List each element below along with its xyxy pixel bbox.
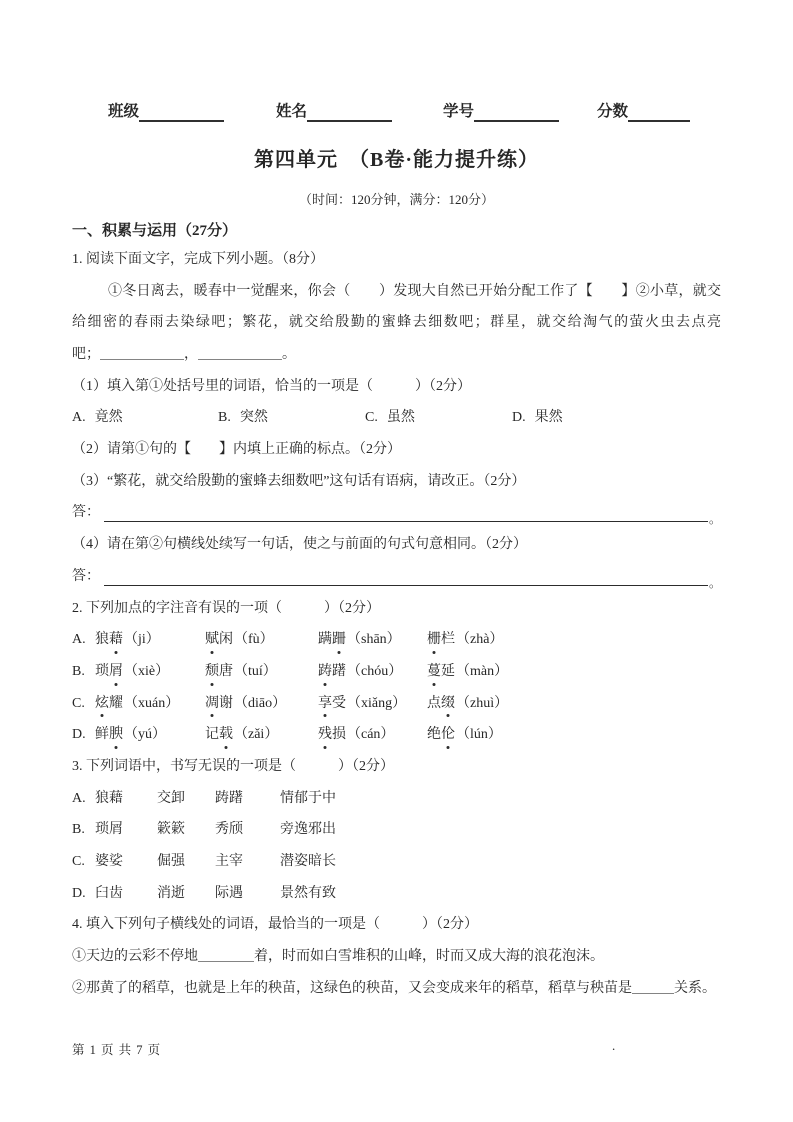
- pinyin: （fù）: [234, 632, 274, 648]
- word: 情郁于中: [280, 790, 336, 806]
- word-pinyin-cell: [318, 624, 427, 656]
- word: 潜姿暗长: [280, 854, 336, 870]
- pinyin: （tuí）: [234, 663, 277, 679]
- q1-stem: 1. 阅读下面文字，完成下列小题。（8分）: [72, 252, 324, 267]
- word: 臼齿: [95, 885, 123, 901]
- class-blank: [139, 104, 224, 122]
- answer-label: 答：: [72, 568, 100, 584]
- word-part: 记: [205, 727, 219, 743]
- q1-sub1-stem: （1）填入第①处括号里的词语，恰当的一项是（ ）（2分）: [72, 378, 471, 394]
- pinyin: （xiǎng）: [347, 695, 407, 711]
- q1-sub4-stem: （4）请在第②句横线处续写一句话，使之与前面的句式句意相同。（2分）: [72, 537, 527, 553]
- pinyin: （xuán）: [124, 695, 180, 711]
- paper-title: 第四单元 （B卷·能力提升练）: [253, 149, 539, 171]
- option-c-label: C.: [365, 410, 378, 426]
- stray-dot-mark: .: [612, 1038, 616, 1053]
- emphasized-char: 藉: [109, 624, 123, 656]
- pinyin: （shān）: [347, 632, 401, 648]
- word-pinyin-cell: [95, 688, 205, 720]
- word-pinyin-cell: [318, 688, 427, 720]
- pinyin: （diāo）: [234, 695, 287, 711]
- option-d-label: D.: [512, 410, 526, 426]
- word: 景然有致: [280, 885, 336, 901]
- student-id-blank: [474, 104, 559, 122]
- emphasized-char: 残: [318, 719, 332, 751]
- option-b-label: B.: [72, 663, 85, 679]
- option-a-label: A.: [72, 790, 86, 806]
- emphasized-char: 享: [318, 688, 332, 720]
- word: 婆娑: [95, 854, 123, 870]
- q2-option-row-b: [72, 656, 721, 688]
- option-a-label: A.: [72, 632, 86, 648]
- q2-option-row-c: [72, 688, 721, 720]
- word: 主宰: [215, 854, 243, 870]
- emphasized-char: 蔓: [427, 656, 441, 688]
- word-pinyin-cell: [427, 656, 721, 688]
- word-part: 鲜: [95, 727, 109, 743]
- word: 旁逸邪出: [280, 822, 336, 838]
- emphasized-char: 赋: [205, 624, 219, 656]
- answer-rule: [104, 521, 708, 522]
- option-d: [512, 402, 721, 434]
- q3-option-row-b: [72, 814, 721, 846]
- answer-period: 。: [708, 512, 721, 527]
- option-b-text: 突然: [239, 410, 268, 426]
- q1-sub1-options-row: [72, 402, 721, 434]
- q4-sentence-2: ②那黄了的稻草，也就是上年的秧苗，这绿色的秧苗，又会变成来年的稻草，稻草与秧苗是＿＿＿关系。: [72, 980, 716, 996]
- answer-period: 。: [708, 575, 721, 590]
- q4-stem: 4. 填入下列句子横线处的词语，最恰当的一项是（ ）（2分）: [72, 917, 478, 933]
- option-d-label: D.: [72, 727, 86, 743]
- section-heading: 一、积累与运用（27分）: [72, 223, 238, 239]
- word-pinyin-cell: [318, 656, 427, 688]
- word-part: 损: [332, 727, 346, 743]
- option-b-label: B.: [72, 822, 85, 838]
- word: 琐屑: [95, 822, 123, 838]
- q2-option-row-a: [72, 624, 721, 656]
- word-part: 蹒: [318, 632, 332, 648]
- word-pinyin-cell: [95, 719, 205, 751]
- q3-option-row-d: [72, 878, 721, 910]
- word-pinyin-cell: [427, 719, 721, 751]
- word: 交卸: [157, 790, 185, 806]
- word: 踌躇: [215, 790, 243, 806]
- q2-option-row-d: [72, 719, 721, 751]
- option-d-label: D.: [72, 885, 86, 901]
- word: 消逝: [157, 885, 185, 901]
- word-part: 躇: [332, 663, 346, 679]
- word-pinyin-cell: [95, 624, 205, 656]
- q3-option-row-c: [72, 846, 721, 878]
- name-field: [276, 102, 392, 122]
- word-pinyin-cell: [205, 688, 318, 720]
- option-b: [218, 402, 365, 434]
- word-part: 唐: [219, 663, 233, 679]
- pinyin: （zǎi）: [234, 727, 279, 743]
- pinyin: （màn）: [456, 663, 509, 679]
- word-part: 绝: [427, 727, 441, 743]
- name-label: 姓名: [276, 103, 308, 120]
- option-d-text: 果然: [534, 410, 563, 426]
- q1-sub3-answer-line: [72, 498, 721, 530]
- emphasized-char: 缀: [441, 688, 455, 720]
- score-field: [597, 102, 690, 122]
- word-pinyin-cell: [427, 624, 721, 656]
- word-part: 栏: [441, 632, 455, 648]
- paper-subtitle: （时间：120分钟，满分：120分）: [298, 192, 494, 207]
- option-a-label: A.: [72, 410, 86, 426]
- word-part: 闲: [219, 632, 233, 648]
- emphasized-char: 栅: [427, 624, 441, 656]
- word: 秀颀: [215, 822, 243, 838]
- emphasized-char: 腴: [109, 719, 123, 751]
- word-part: 狼: [95, 632, 109, 648]
- student-id-field: [443, 102, 559, 122]
- q2-stem: 2. 下列加点的字注音有误的一项（ ）（2分）: [72, 600, 380, 616]
- emphasized-char: 伦: [441, 719, 455, 751]
- q3-stem: 3. 下列词语中，书写无误的一项是（ ）（2分）: [72, 759, 394, 774]
- option-a: [72, 402, 218, 434]
- word-pinyin-cell: [427, 688, 721, 720]
- emphasized-char: 载: [219, 719, 233, 751]
- pinyin: （cán）: [347, 727, 395, 743]
- q3-option-row-a: [72, 783, 721, 815]
- q1-sub4-answer-line: [72, 561, 721, 593]
- pinyin: （xiè）: [124, 663, 170, 679]
- emphasized-char: 炫: [95, 688, 109, 720]
- option-c-text: 虽然: [386, 410, 415, 426]
- option-c-label: C.: [72, 854, 85, 870]
- page-number: 第 1 页 共 7 页: [72, 1043, 162, 1057]
- word: 倔强: [157, 854, 185, 870]
- word-pinyin-cell: [205, 656, 318, 688]
- word: 狼藉: [95, 790, 123, 806]
- score-blank: [628, 104, 690, 122]
- paper-body: [72, 244, 721, 1005]
- word-pinyin-cell: [205, 719, 318, 751]
- word-part: 琐: [95, 663, 109, 679]
- word-part: 点: [427, 695, 441, 711]
- q1-sub2-stem: （2）请第①句的【 】内填上正确的标点。（2分）: [72, 442, 401, 458]
- pinyin: （lún）: [456, 727, 502, 743]
- option-a-text: 竟然: [94, 410, 123, 426]
- emphasized-char: 凋: [205, 688, 219, 720]
- name-blank: [307, 104, 392, 122]
- pinyin: （yú）: [124, 727, 166, 743]
- option-b-label: B.: [218, 410, 231, 426]
- word-pinyin-cell: [205, 624, 318, 656]
- score-label: 分数: [597, 103, 629, 120]
- word: 簌簌: [157, 822, 185, 838]
- word-pinyin-cell: [95, 656, 205, 688]
- emphasized-char: 屑: [109, 656, 123, 688]
- pinyin: （zhuì）: [456, 695, 509, 711]
- q1-passage-line-2: 给细密的春雨去染绿吧；繁花，就交给殷勤的蜜蜂去细数吧；群星，就交给淘气的萤火虫去点亮: [72, 315, 721, 331]
- student-id-label: 学号: [443, 103, 475, 120]
- q1-passage-line-3: 吧；＿＿＿＿＿＿，＿＿＿＿＿＿。: [72, 347, 296, 363]
- q1-sub3-stem: （3）“繁花，就交给殷勤的蜜蜂去细数吧”这句话有语病，请改正。（2分）: [72, 473, 526, 489]
- emphasized-char: 跚: [332, 624, 346, 656]
- emphasized-char: 颓: [205, 656, 219, 688]
- emphasized-char: 踌: [318, 656, 332, 688]
- answer-label: 答：: [72, 505, 100, 521]
- option-c-label: C.: [72, 695, 85, 711]
- word-part: 受: [332, 695, 346, 711]
- q1-passage-line-1: ①冬日离去，暖春中一觉醒来，你会（ ）发现大自然已开始分配工作了【 】②小草，就交: [108, 283, 721, 299]
- pinyin: （ji）: [124, 632, 160, 648]
- class-label: 班级: [108, 103, 140, 120]
- pinyin: （zhà）: [456, 632, 504, 648]
- word-part: 谢: [219, 695, 233, 711]
- answer-rule: [104, 585, 708, 586]
- word-part: 延: [441, 663, 455, 679]
- option-c: [365, 402, 512, 434]
- class-field: [108, 102, 224, 122]
- pinyin: （chóu）: [347, 663, 403, 679]
- q4-sentence-1: ①天边的云彩不停地＿＿＿＿着，时而如白雪堆积的山峰，时而又成大海的浪花泡沫。: [72, 949, 604, 965]
- word-part: 耀: [109, 695, 123, 711]
- word-pinyin-cell: [318, 719, 427, 751]
- student-info-row: [72, 102, 721, 122]
- word: 际遇: [215, 885, 243, 901]
